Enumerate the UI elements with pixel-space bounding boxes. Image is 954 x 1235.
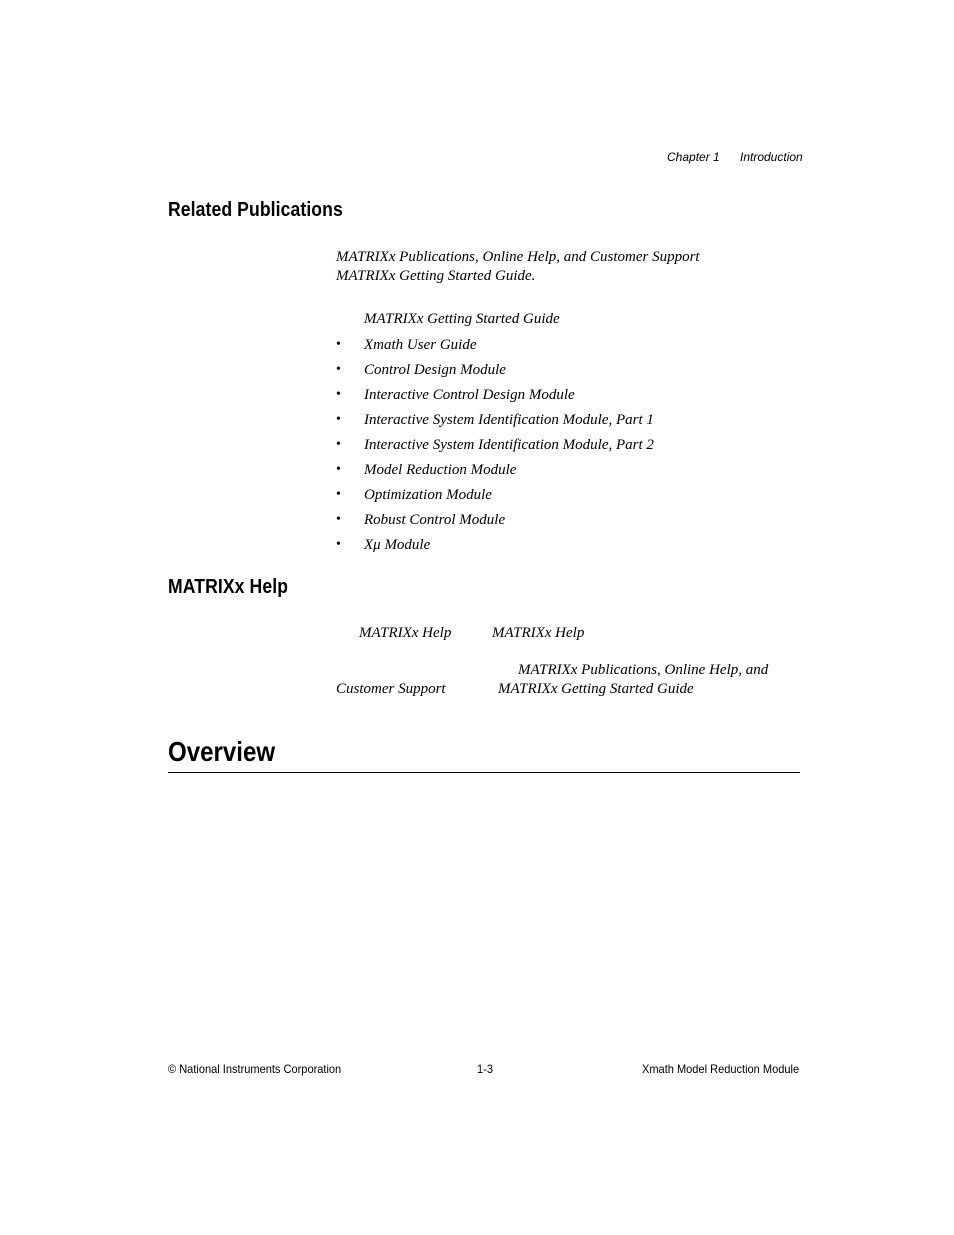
list-item (336, 535, 654, 560)
bullet-icon: • (336, 537, 341, 552)
list-item (336, 460, 654, 485)
publication-title: Xμ Module (364, 537, 431, 553)
overview-heading: Overview (168, 736, 276, 767)
running-head-section: Introduction (740, 150, 803, 164)
footer-copyright: © National Instruments Corporation (168, 1062, 342, 1076)
list-item (336, 385, 654, 410)
publication-title: Interactive System Identification Module, Part 2 (364, 437, 654, 453)
list-item (336, 410, 654, 435)
bullet-icon: • (336, 387, 341, 402)
bullet-icon: • (336, 487, 341, 502)
bullet-icon: • (336, 362, 341, 377)
matrixx-help-line1-b: MATRIXx Help (492, 625, 585, 641)
overview-rule (168, 772, 800, 773)
publication-title: Optimization Module (364, 487, 492, 503)
matrixx-help-line2-a: MATRIXx Publications, Online Help, and (518, 662, 769, 678)
list-item (336, 510, 654, 535)
publication-title: Robust Control Module (364, 512, 506, 528)
publication-list (336, 335, 654, 560)
matrixx-help-line3-b: MATRIXx Getting Started Guide (498, 681, 694, 697)
bullet-icon: • (336, 337, 341, 352)
list-item (336, 360, 654, 385)
running-head-chapter: Chapter 1 (667, 150, 720, 164)
bullet-icon: • (336, 437, 341, 452)
bullet-icon: • (336, 512, 341, 527)
publication-title: Control Design Module (364, 362, 506, 378)
matrixx-help-line1-a: MATRIXx Help (359, 625, 452, 641)
publication-title: Model Reduction Module (364, 462, 517, 478)
list-item (336, 485, 654, 510)
publication-title: Interactive Control Design Module (364, 387, 575, 403)
bullet-icon: • (336, 412, 341, 427)
publication-title: Interactive System Identification Module, Part 1 (364, 412, 654, 428)
matrixx-help-line3-a: Customer Support (336, 681, 446, 697)
footer-page-number: 1-3 (477, 1062, 493, 1076)
publication-title: Xmath User Guide (364, 337, 477, 353)
list-item (336, 335, 654, 360)
footer-manual-title: Xmath Model Reduction Module (642, 1062, 800, 1076)
matrixx-help-heading: MATRIXx Help (168, 576, 289, 598)
related-publications-intro-line2: MATRIXx Getting Started Guide. (336, 268, 536, 284)
publication-first-item: MATRIXx Getting Started Guide (364, 311, 560, 327)
related-publications-intro-line1: MATRIXx Publications, Online Help, and Customer Support (336, 249, 700, 265)
bullet-icon: • (336, 462, 341, 477)
list-item (336, 435, 654, 460)
related-publications-heading: Related Publications (168, 199, 343, 221)
